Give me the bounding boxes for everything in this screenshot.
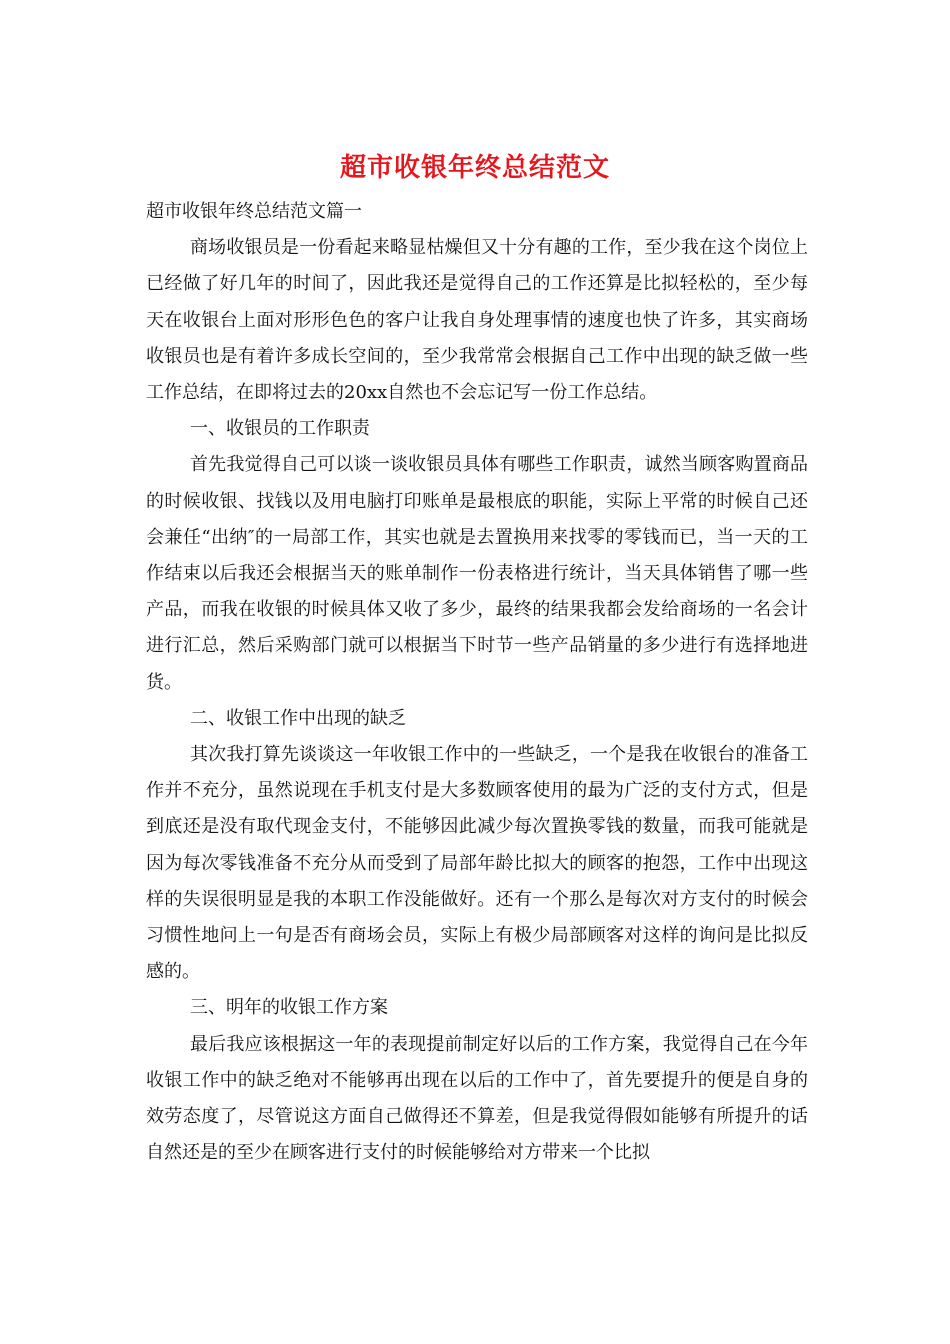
section-heading: 超市收银年终总结范文篇一 [146, 201, 362, 222]
document-title: 超市收银年终总结范文 [339, 153, 610, 183]
paragraph-plan: 最后我应该根据这一年的表现提前制定好以后的工作方案，我觉得自己在今年收银工作中的缺乏绝对不能够再出现在以后的工作中了，首先要提升的便是自身的效劳态度了，尽管说这方面自己做得还不算差，但是我觉得假如能够有所提升的话自然还是的至少在顾客进行支付的时候能够给对方带来一个比拟 [146, 1033, 808, 1164]
section-heading-shortcomings: 二、收银工作中出现的缺乏 [190, 707, 406, 729]
paragraph-shortcomings: 其次我打算先谈谈这一年收银工作中的一些缺乏，一个是我在收银台的准备工作并不充分，虽然说现在手机支付是大多数顾客使用的最为广泛的支付方式，但是到底还是没有取代现金支付，不能够因此减少每次置换零钱的数量，而我可能就是因为每次零钱准备不充分从而受到了局部年龄比拟大的顾客的抱怨，工作中出现这样的失误很明显是我的本职工作没能做好。还有一个那么是每次对方支付的时候会习惯性地问上一句是否有商场会员，实际上有极少局部顾客对这样的询问是比拟反感的。 [146, 744, 808, 983]
paragraph-intro: 商场收银员是一份看起来略显枯燥但又十分有趣的工作，至少我在这个岗位上已经做了好几年的时间了，因此我还是觉得自己的工作还算是比拟轻松的，至少每天在收银台上面对形形色色的客户让我自身处理事情的速度也快了许多，其实商场收银员也是有着许多成长空间的，至少我常常会根据自己工作中出现的缺乏做一些工作总结，在即将过去的20xx自然也不会忘记写一份工作总结。 [146, 237, 808, 404]
section-heading-duties: 一、收银员的工作职责 [190, 418, 370, 440]
document-body [146, 194, 808, 1171]
paragraph-duties: 首先我觉得自己可以谈一谈收银员具体有哪些工作职责，诚然当顾客购置商品的时候收银、找钱以及用电脑打印账单是最根底的职能，实际上平常的时候自己还会兼任“出纳″的一局部工作，其实也就是去置换用来找零的零钱而已，当一天的工作结束以后我还会根据当天的账单制作一份表格进行统计，当天具体销售了哪一些产品，而我在收银的时候具体又收了多少，最终的结果我都会发给商场的一名会计进行汇总，然后采购部门就可以根据当下时节一些产品销量的多少进行有选择地进货。 [146, 454, 808, 693]
section-heading-plan: 三、明年的收银工作方案 [190, 997, 388, 1019]
